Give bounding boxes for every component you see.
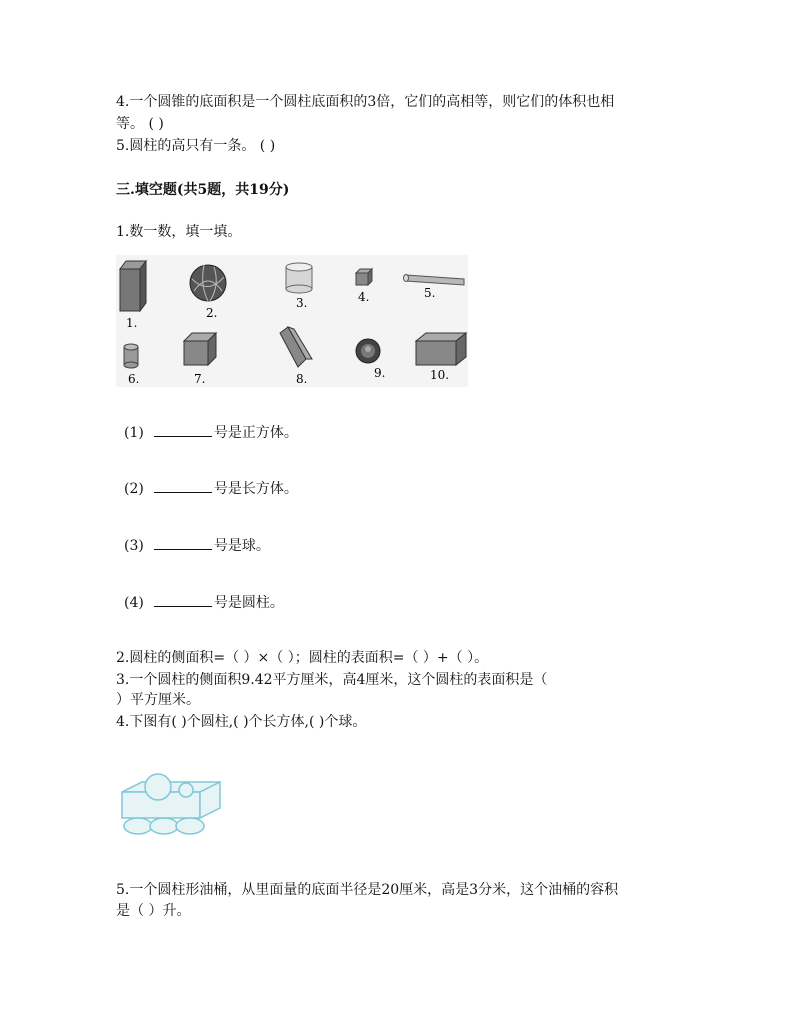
shape-3-cylinder (286, 263, 312, 293)
shape-label-2: 2. (206, 306, 218, 320)
shape-1-tall-cuboid (120, 261, 146, 311)
sub-question-text: 号是球。 (213, 538, 270, 554)
answer-blank[interactable] (154, 478, 212, 493)
section-3-title: 三.填空题(共5题，共19分) (116, 182, 290, 198)
shape-label-9: 9. (374, 366, 386, 380)
shape-7-cube (184, 333, 216, 365)
question-5: 5.圆柱的高只有一条。 ( ) (116, 138, 276, 154)
sub-question-3 (124, 535, 270, 556)
sub-question-text: 号是长方体。 (213, 481, 298, 497)
sub-question-text: 号是正方体。 (213, 425, 298, 441)
question-4-line-1: 4.一个圆锥的底面积是一个圆柱底面积的3倍，它们的高相等，则它们的体积也相 (116, 94, 615, 110)
shape-label-10: 10. (430, 368, 450, 382)
shape-label-6: 6. (128, 372, 140, 386)
ball-small (179, 783, 193, 797)
shape-10-wide-cuboid (416, 333, 466, 365)
shape-label-5: 5. (424, 286, 436, 300)
shape-label-7: 7. (194, 372, 206, 386)
sub-question-1 (124, 422, 298, 443)
ball-large (145, 774, 171, 800)
sub-question-text: 号是圆柱。 (213, 595, 284, 611)
fill-5-line-2: 是（ ）升。 (116, 903, 191, 919)
answer-blank[interactable] (154, 535, 212, 550)
shape-label-1: 1. (126, 316, 138, 330)
sub-question-4 (124, 592, 284, 613)
answer-blank[interactable] (154, 592, 212, 607)
sub-question-number: (2) (124, 481, 144, 497)
cylinder-3 (176, 818, 204, 834)
sub-question-number: (3) (124, 538, 144, 554)
fill-4: 4.下图有( )个圆柱,( )个长方体,( )个球。 (116, 714, 367, 730)
solids-identification-figure (116, 255, 468, 387)
shape-4-small-cube (356, 269, 372, 285)
fill-2: 2.圆柱的侧面积=（ ）×（ ）；圆柱的表面积=（ ）+（ ）。 (116, 650, 489, 666)
shape-label-8: 8. (296, 372, 308, 386)
shape-6-small-cylinder (124, 344, 138, 368)
fill-5-line-1: 5.一个圆柱形油桶，从里面量的底面半径是20厘米，高是3分米，这个油桶的容积 (116, 882, 619, 898)
cylinder-2 (150, 818, 178, 834)
answer-blank[interactable] (154, 422, 212, 437)
fill-3-line-2: ）平方厘米。 (116, 692, 200, 708)
shape-9-ball (356, 339, 380, 363)
shape-label-3: 3. (296, 296, 308, 310)
sub-question-number: (1) (124, 425, 144, 441)
cylinder-1 (124, 818, 152, 834)
question-4-line-2: 等。 ( ) (116, 116, 164, 132)
fill-1-prompt: 1.数一数，填一填。 (116, 224, 242, 240)
shape-2-ball (190, 265, 226, 301)
combined-solids-figure (118, 770, 222, 838)
sub-question-number: (4) (124, 595, 144, 611)
shape-label-4: 4. (358, 290, 370, 304)
fill-3-line-1: 3.一个圆柱的侧面积9.42平方厘米，高4厘米，这个圆柱的表面积是（ (116, 672, 548, 688)
sub-question-2 (124, 478, 298, 499)
